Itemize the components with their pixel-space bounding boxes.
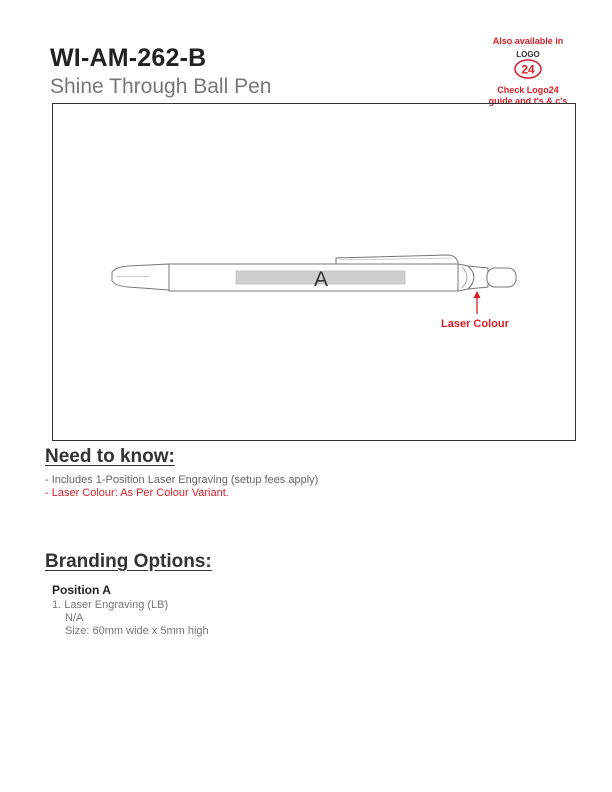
branding-method-label: 1. Laser Engraving (LB) [52,599,169,611]
position-title: Position A [52,583,111,597]
logo-badge-line2: Check Logo24 [497,85,559,95]
logo-badge-line3: guide and t's & c's [488,96,568,106]
logo-badge-line1: Also available in [492,36,564,46]
laser-colour-label: Laser Colour [441,318,509,330]
need-to-know-heading: Need to know: [45,446,175,467]
need-to-know-line: - Laser Colour: As Per Colour Variant. [45,487,229,499]
pen-plunger [487,268,516,287]
logo-top-text: LOGO [516,50,540,59]
product-name: Shine Through Ball Pen [50,75,272,98]
pen-tip [112,264,169,290]
need-to-know-line: - Includes 1-Position Laser Engraving (setup fees apply) [45,474,319,486]
position-a-marker: A [313,268,329,291]
logo-number-text: 24 [521,62,535,77]
branding-options-heading: Branding Options: [45,551,212,572]
product-code: WI-AM-262-B [50,44,207,72]
branding-method-detail: N/A [65,612,84,624]
branding-method-size: Size: 60mm wide x 5mm high [65,625,209,637]
